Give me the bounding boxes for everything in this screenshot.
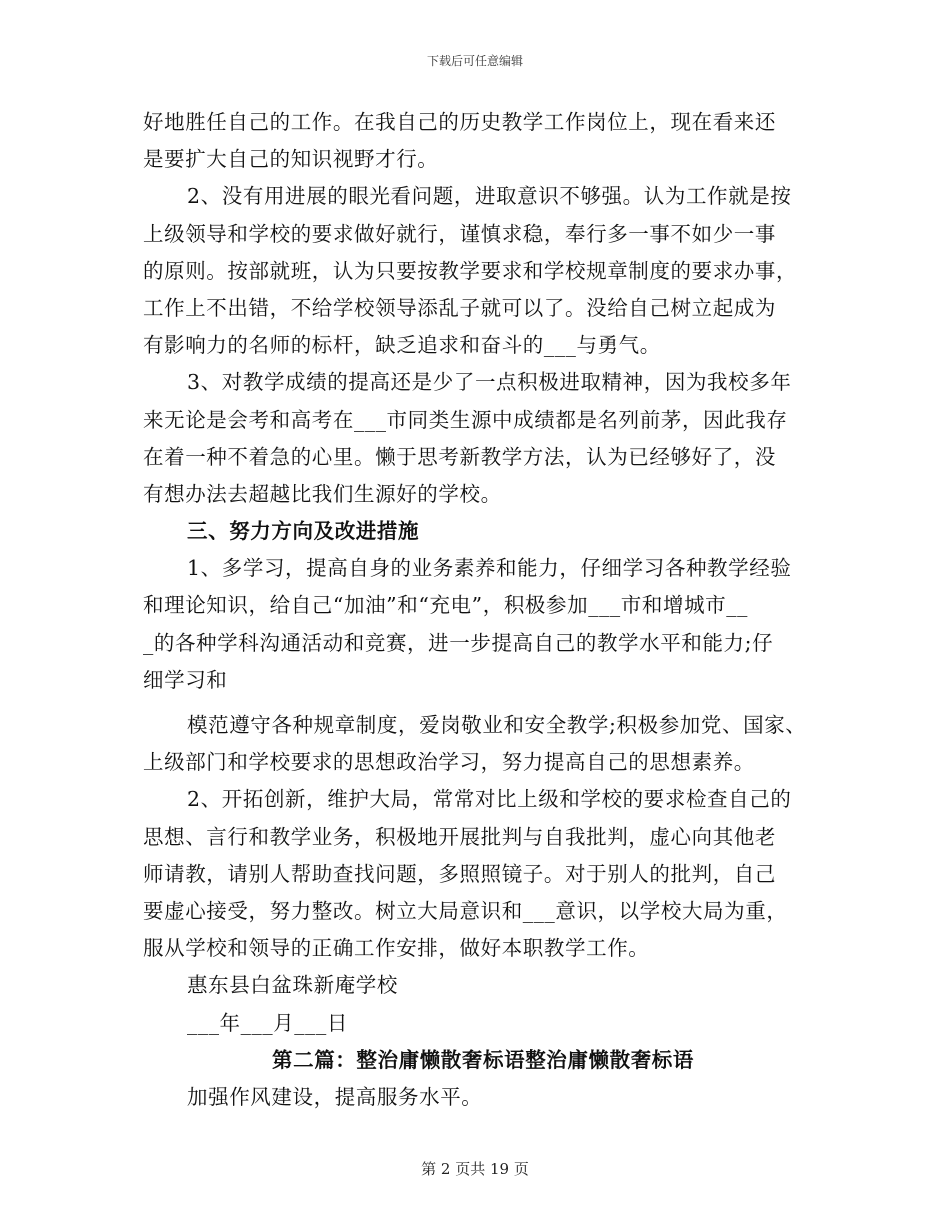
paragraph-line: 在着一种不着急的心里。懒于思考新教学方法，认为已经够好了，没	[143, 444, 776, 469]
paragraph-line: 工作上不出错，不给学校领导添乱子就可以了。没给自己树立起成为	[143, 295, 776, 320]
paragraph-line: 要虚心接受，努力整改。树立大局意识和___意识，以学校大局为重，	[143, 898, 788, 923]
paragraph-line: _的各种学科沟通活动和竞赛，进一步提高自己的教学水平和能力;仔	[143, 630, 774, 655]
paragraph-line: 有想办法去超越比我们生源好的学校。	[143, 481, 502, 506]
paragraph-line: 思想、言行和教学业务，积极地开展批判与自我批判，虚心向其他老	[143, 824, 776, 849]
paragraph-line: 有影响力的名师的标杆，缺乏追求和奋斗的___与勇气。	[143, 333, 661, 358]
paragraph-line: 是要扩大自己的知识视野才行。	[143, 147, 439, 172]
paragraph-line: 来无论是会考和高考在___市同类生源中成绩都是名列前茅，因此我存	[143, 407, 788, 432]
paragraph-line: 和理论知识，给自己“加油”和“充电”，积极参加___市和增城市__	[143, 593, 748, 618]
paragraph-line: 模范遵守各种规章制度，爱岗敬业和安全教学;积极参加党、国家、	[187, 713, 807, 737]
paragraph-line: 服从学校和领导的正确工作安排，做好本职教学工作。	[143, 936, 650, 961]
chapter-title: 第二篇：整治庸懒散奢标语整治庸懒散奢标语	[272, 1047, 694, 1072]
paragraph-line: 2、没有用进展的眼光看问题，进取意识不够强。认为工作就是按	[187, 184, 792, 209]
section-heading: 三、努力方向及改进措施	[187, 519, 420, 544]
page-header: 下载后可任意编辑	[426, 54, 523, 68]
paragraph-line: 加强作风建设，提高服务水平。	[187, 1084, 483, 1109]
paragraph-line: 师请教，请别人帮助查找问题，多照照镜子。对于别人的批判，自己	[143, 861, 776, 886]
page-footer: 第 2 页共 19 页	[421, 1160, 529, 1178]
paragraph-line: 3、对教学成绩的提高还是少了一点积极进取精神，因为我校多年	[187, 370, 792, 395]
paragraph-line: 的原则。按部就班，认为只要按教学要求和学校规章制度的要求办事，	[143, 258, 798, 283]
paragraph-line: 上级部门和学校要求的思想政治学习，努力提高自己的思想素养。	[143, 750, 755, 775]
paragraph-line: 2、开拓创新，维护大局，常常对比上级和学校的要求检查自己的	[187, 787, 792, 812]
paragraph-line: 细学习和	[143, 667, 228, 692]
signature-date: ___年___月___日	[187, 1010, 348, 1035]
paragraph-line: 好地胜任自己的工作。在我自己的历史教学工作岗位上，现在看来还	[143, 110, 776, 134]
paragraph-line: 上级领导和学校的要求做好就行，谨慎求稳，奉行多一事不如少一事	[143, 221, 776, 246]
paragraph-line: 1、多学习，提高自身的业务素养和能力，仔细学习各种教学经验	[187, 556, 792, 581]
signature-school: 惠东县白盆珠新庵学校	[187, 973, 398, 998]
document-body	[143, 104, 823, 1116]
